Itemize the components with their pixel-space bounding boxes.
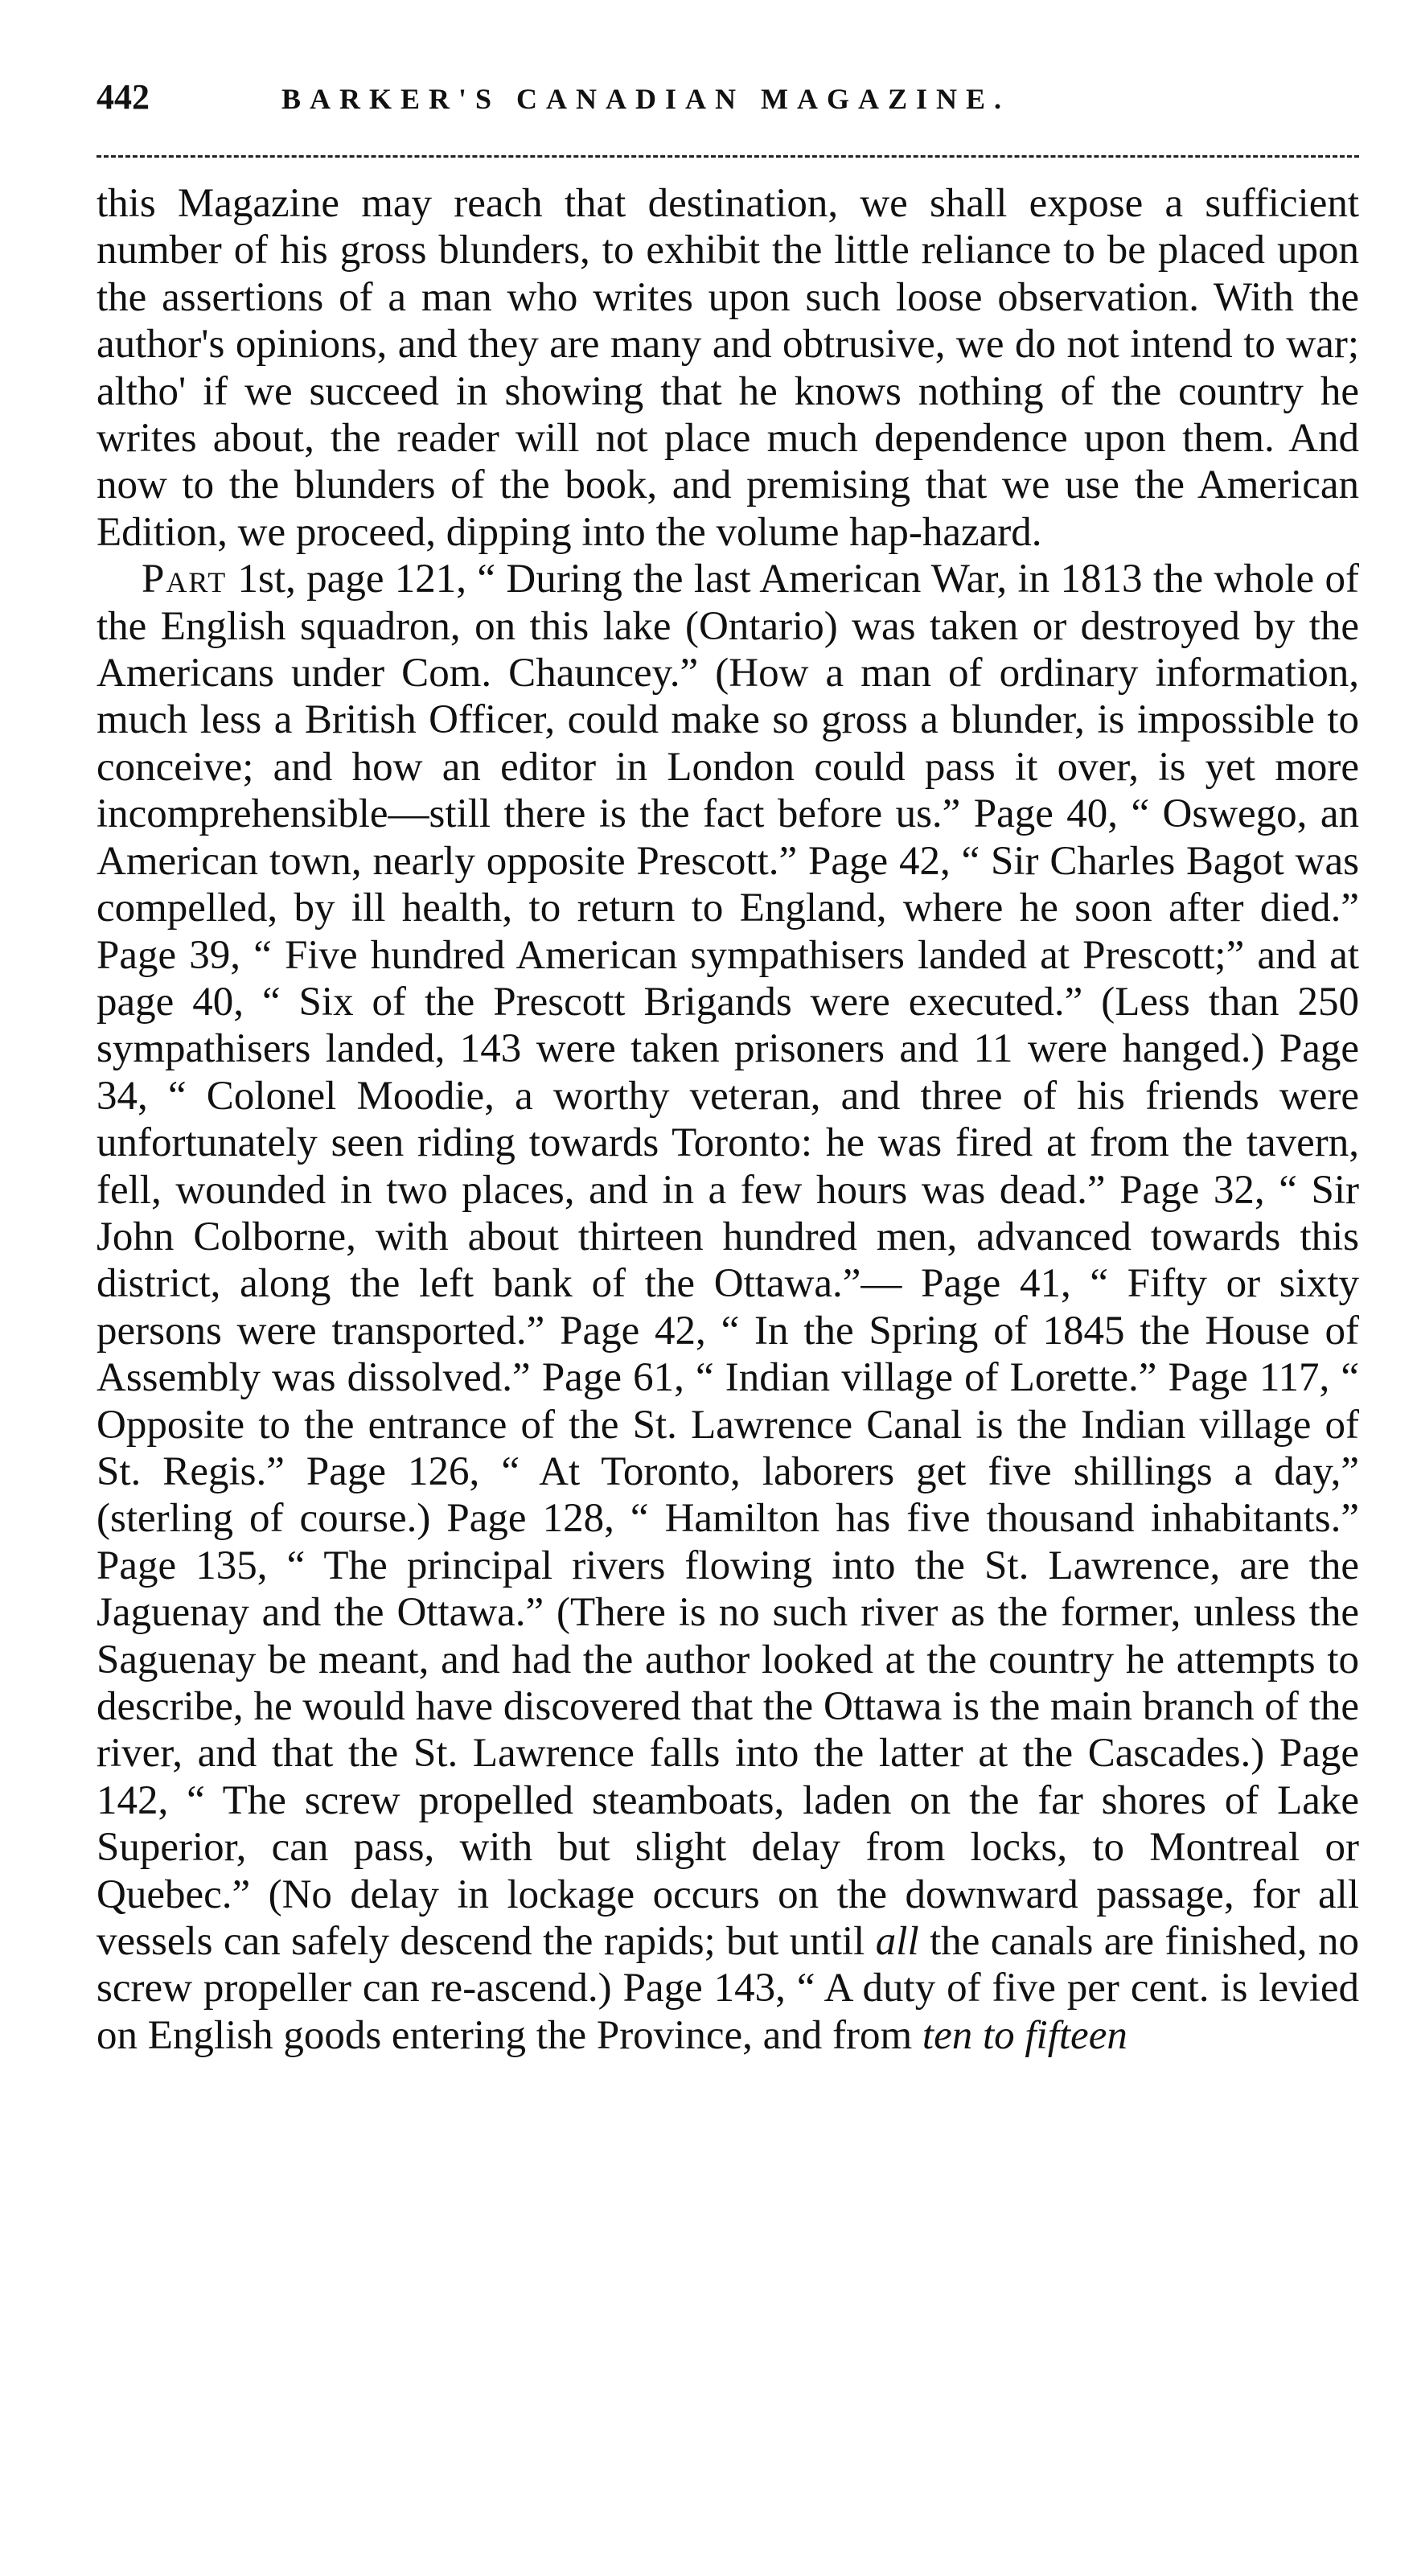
paragraph-1 xyxy=(97,180,1359,556)
article-body xyxy=(97,180,1359,2059)
paragraph-2-text: 1st, page 121, “ During the last American War, in 1813 the whole of the English squadron, on this lake (Ontario) was taken or destroyed by the Americans under Com. Chauncey.” (How a man of ordinary information, much less a British Officer, could make so gross a blunder, is impossible to conceive; and how an editor in London could pass it over, is yet more incomprehensible—still there is the fact before us.” Page 40, “ Oswego, an American town, nearly opposite Prescott.” Page 42, “ Sir Charles Bagot was compelled, by ill health, to return to England, where he soon after died.” Page 39, “ Five hundred American sympathisers landed at Prescott;” and at page 40, “ Six of the Prescott Brigands were executed.” (Less than 250 sympathisers landed, 143 were taken prisoners and 11 were hanged.) Page 34, “ Colonel Moodie, a worthy veteran, and three of his friends were unfortunately seen riding towards Toronto: he was fired at from the tavern, fell, wounded in two places, and in a few hours was dead.” Page 32, “ Sir John Colborne, with about thirteen hundred men, advanced towards this district, along the left bank of the Ottawa.”— Page 41, “ Fifty or sixty persons were transported.” Page 42, “ In the Spring of 1845 the House of Assembly was dissolved.” Page 61, “ Indian village of Lorette.” Page 117, “ Opposite to the entrance of the St. Lawrence Canal is the Indian village of St. Regis.” Page 126, “ At Toronto, laborers get five shillings a day,” (sterling of course.) Page 128, “ Hamilton has five thousand inhabitants.” Page 135, “ The principal rivers flowing into the St. Lawrence, are the Jaguenay and the Ottawa.” (There is no such river as the former, unless the Saguenay be meant, and had the author looked at the country he attempts to describe, he would have discovered that the Ottawa is the main branch of the river, and that the St. Lawrence falls into the latter at the Cascades.) Page 142, “ The screw propelled steamboats, laden on the far shores of Lake Superior, can pass, with but slight delay from locks, to Montreal or Quebec.” (No delay in lockage occurs on the downward passage, for all vessels can safely descend the rapids; but until xyxy=(97,557,1359,1965)
paragraph-2-emphasis-all: all xyxy=(875,1919,919,1965)
paragraph-2-emphasis-range: ten to fifteen xyxy=(922,2012,1127,2058)
paragraph-2-text-continued: the canals are finished, no screw propeller can re-ascend.) Page 143, “ A duty of five per cent. is levied on English goods entering the Province, and from xyxy=(97,1919,1360,2058)
paragraph-2 xyxy=(97,556,1359,2059)
running-head xyxy=(97,76,1361,141)
paragraph-1-text: this Magazine may reach that destination, we shall expose a sufficient number of his gross blunders, to exhibit the little reliance to be placed upon the assertions of a man who writes upon such loose observation. With the author's opinions, and they are many and obtrusive, we do not intend to war; altho' if we succeed in showing that he knows nothing of the country he writes about, the reader will not place much dependence upon them. And now to the blunders of the book, and premising that we use the American Edition, we proceed, dipping into the volume hap-hazard. xyxy=(97,181,1359,555)
page-number: 442 xyxy=(97,77,150,117)
paragraph-2-lead: Part xyxy=(142,557,228,602)
journal-title: BARKER'S CANADIAN MAGAZINE. xyxy=(281,83,1011,115)
header-rule xyxy=(97,155,1359,158)
